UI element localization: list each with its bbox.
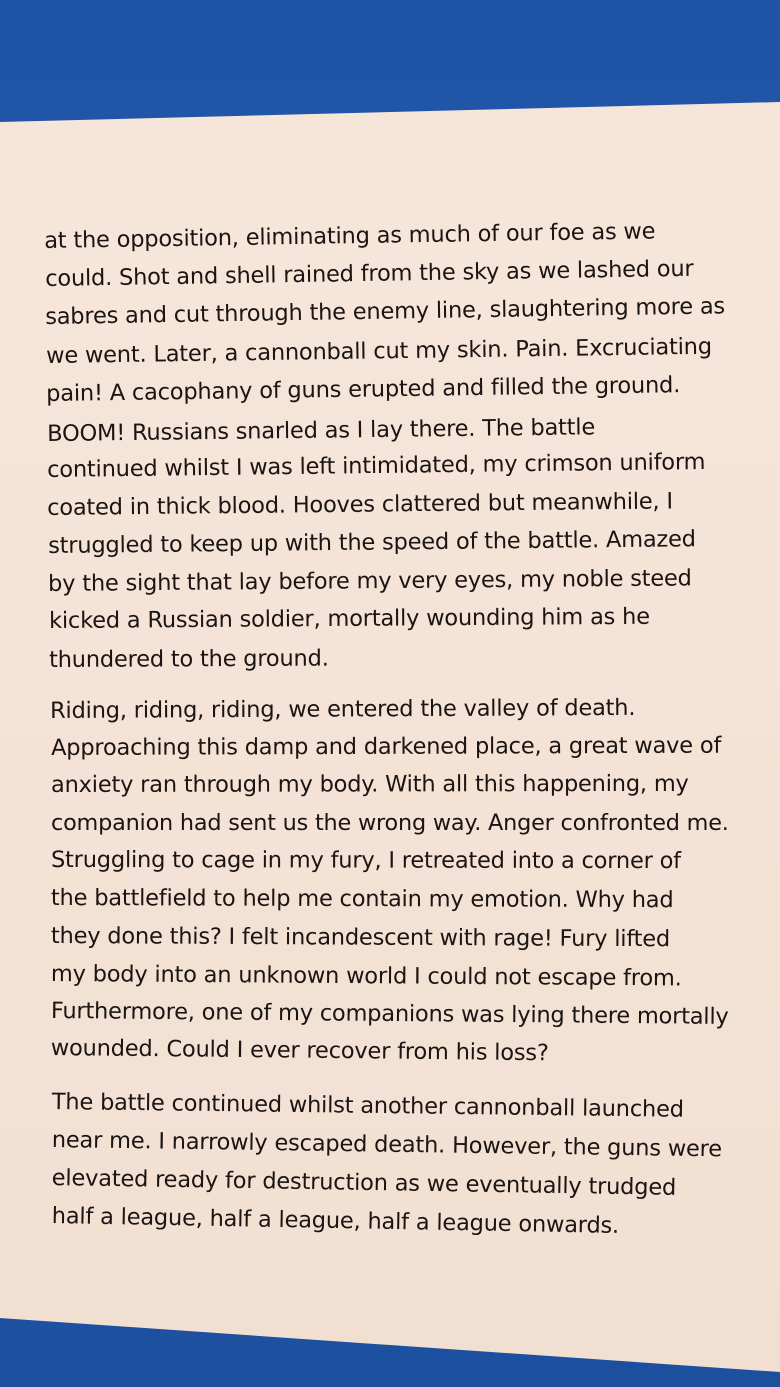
text-line: pain! A cacophany of guns erupted and filled the ground. bbox=[46, 372, 681, 407]
text-line: Riding, riding, riding, we entered the valley of death. bbox=[50, 694, 636, 724]
text-line: thundered to the ground. bbox=[49, 645, 329, 673]
text-line: could. Shot and shell rained from the sky as we lashed our bbox=[45, 255, 694, 292]
text-line: at the opposition, eliminating as much of our foe as we bbox=[44, 218, 656, 254]
text-line: kicked a Russian soldier, mortally wounding him as he bbox=[49, 603, 650, 634]
text-line: we went. Later, a cannonball cut my skin. Pain. Excruciating bbox=[46, 333, 713, 369]
text-line: elevated ready for destruction as we eventually trudged bbox=[51, 1164, 677, 1201]
text-line: half a league, half a league, half a league onwards. bbox=[51, 1202, 620, 1239]
text-line: BOOM! Russians snarled as I lay there. The battle bbox=[47, 414, 596, 447]
text-line: they done this? I felt incandescent with rage! Fury lifted bbox=[50, 923, 671, 953]
text-line: Furthermore, one of my companions was lying there mortally bbox=[50, 997, 729, 1030]
text-line: The battle continued whilst another cannonball launched bbox=[51, 1088, 684, 1123]
text-line: by the sight that lay before my very eyes, my noble steed bbox=[48, 565, 692, 597]
text-line: near me. I narrowly escaped death. However, the guns were bbox=[51, 1126, 723, 1163]
text-line: sabres and cut through the enemy line, slaughtering more as bbox=[45, 293, 726, 330]
text-line: coated in thick blood. Hooves clattered but meanwhile, I bbox=[47, 488, 673, 521]
text-line: struggled to keep up with the speed of the battle. Amazed bbox=[48, 526, 696, 559]
text-line: continued whilst I was left intimidated, my crimson uniform bbox=[47, 448, 706, 483]
text-line: wounded. Could I ever recover from his loss? bbox=[50, 1035, 549, 1067]
text-line: Approaching this damp and darkened place, a great wave of bbox=[51, 732, 722, 761]
text-line: my body into an unknown world I could not escape from. bbox=[50, 961, 682, 992]
text-line: the battlefield to help me contain my emotion. Why had bbox=[50, 885, 674, 914]
text-line: anxiety ran through my body. With all this happening, my bbox=[51, 770, 689, 798]
text-line: companion had sent us the wrong way. Anger confronted me. bbox=[51, 810, 729, 836]
text-line: Struggling to cage in my fury, I retreated into a corner of bbox=[50, 847, 681, 875]
